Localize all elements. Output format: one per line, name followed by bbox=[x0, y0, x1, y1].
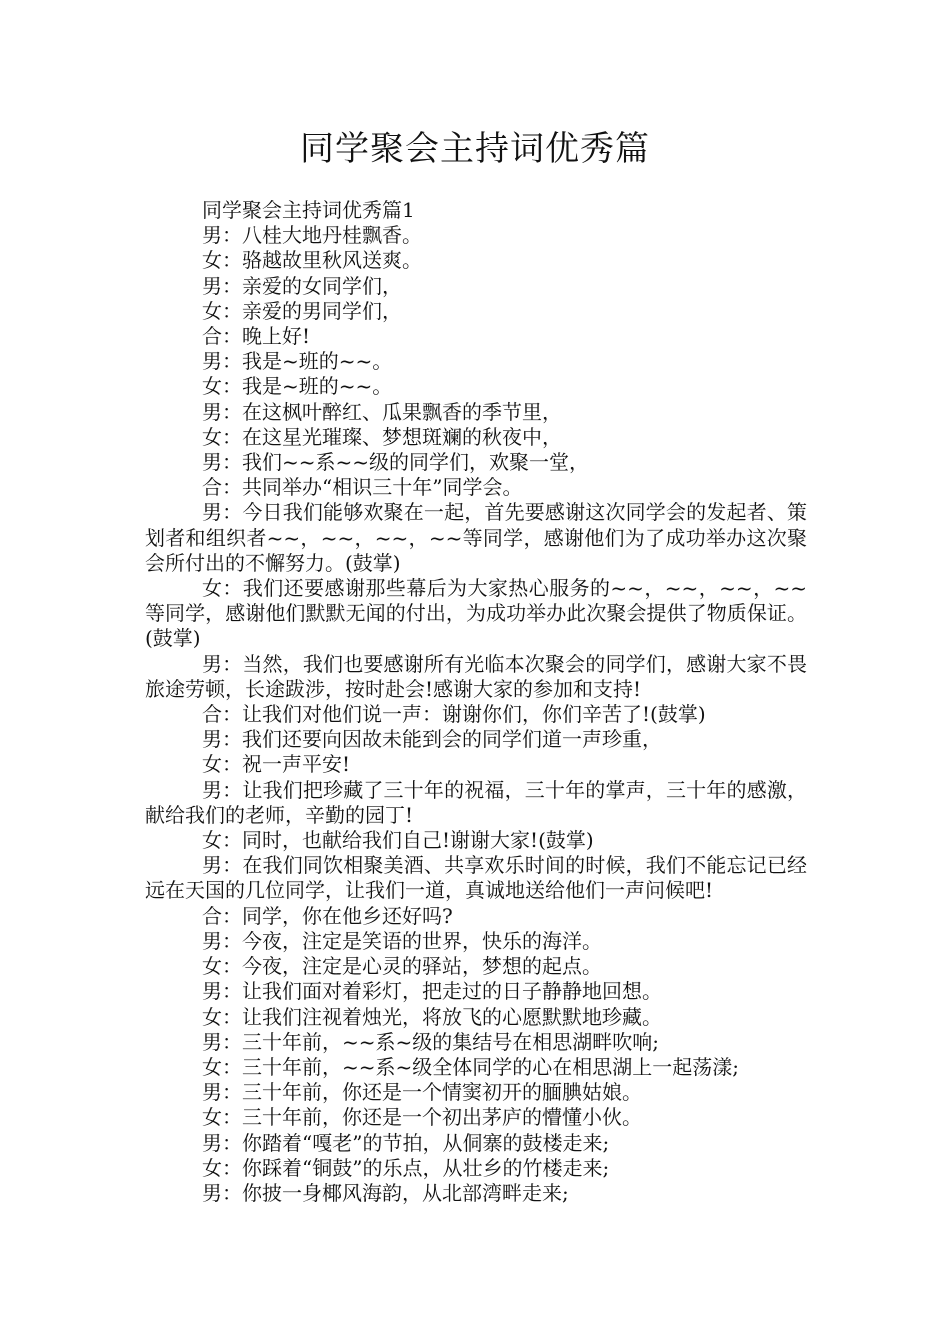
paragraph: 同学聚会主持词优秀篇1 bbox=[202, 198, 415, 222]
paragraph: 女：我是~班的~~。 bbox=[202, 374, 393, 399]
paragraph: 女：你踩着“铜鼓”的乐点，从壮乡的竹楼走来; bbox=[202, 1155, 610, 1180]
paragraph: 女：我们还要感谢那些幕后为大家热心服务的~~，~~，~~，~~等同学，感谢他们默默无闻的付出，为成功举办此次聚会提供了物质保证。(鼓掌) bbox=[145, 576, 807, 651]
paragraph: 合：晚上好! bbox=[202, 324, 311, 349]
paragraph: 男：我们~~系~~级的同学们，欢聚一堂， bbox=[202, 450, 590, 475]
document-title: 同学聚会主持词优秀篇 bbox=[300, 129, 650, 169]
paragraph: 男：今日我们能够欢聚在一起，首先要感谢这次同学会的发起者、策划者和组织者~~，~~，~~，~~等同学，感谢他们为了成功举办这次聚会所付出的不懈努力。(鼓掌) bbox=[145, 500, 807, 575]
paragraph: 男：三十年前，你还是一个情窦初开的腼腆姑娘。 bbox=[202, 1080, 642, 1105]
paragraph: 男：三十年前，~~系~级的集结号在相思湖畔吹响; bbox=[202, 1029, 660, 1054]
paragraph: 合：同学，你在他乡还好吗? bbox=[202, 903, 453, 928]
paragraph: 女：三十年前，~~系~级全体同学的心在相思湖上一起荡漾; bbox=[202, 1054, 740, 1079]
paragraph: 男：你披一身椰风海韵，从北部湾畔走来; bbox=[202, 1180, 569, 1205]
paragraph: 男：当然，我们也要感谢所有光临本次聚会的同学们，感谢大家不畏旅途劳顿，长途跋涉，按时赴会!感谢大家的参加和支持! bbox=[145, 651, 807, 701]
paragraph: 男：你踏着“嘎老”的节拍，从侗寨的鼓楼走来; bbox=[202, 1130, 610, 1155]
document-body bbox=[145, 198, 807, 1206]
paragraph: 男：八桂大地丹桂飘香。 bbox=[202, 223, 422, 248]
paragraph: 男：让我们把珍藏了三十年的祝福，三十年的掌声，三十年的感激，献给我们的老师，辛勤的园丁! bbox=[145, 777, 807, 827]
paragraph: 女：骆越故里秋风送爽。 bbox=[202, 248, 422, 273]
paragraph: 女：在这星光璀璨、梦想斑斓的秋夜中， bbox=[202, 424, 562, 449]
paragraph: 女：祝一声平安! bbox=[202, 752, 351, 777]
paragraph: 男：我是~班的~~。 bbox=[202, 349, 393, 374]
paragraph: 男：让我们面对着彩灯，把走过的日子静静地回想。 bbox=[202, 979, 662, 1004]
paragraph: 男：我们还要向因故未能到会的同学们道一声珍重， bbox=[202, 727, 662, 752]
paragraph: 女：亲爱的男同学们， bbox=[202, 298, 402, 323]
paragraph: 女：三十年前，你还是一个初出茅庐的懵懂小伙。 bbox=[202, 1105, 642, 1130]
paragraph: 男：亲爱的女同学们， bbox=[202, 273, 402, 298]
paragraph: 女：今夜，注定是心灵的驿站，梦想的起点。 bbox=[202, 954, 602, 979]
paragraph: 合：让我们对他们说一声：谢谢你们，你们辛苦了!(鼓掌) bbox=[202, 702, 706, 727]
paragraph: 男：今夜，注定是笑语的世界，快乐的海洋。 bbox=[202, 928, 602, 953]
paragraph: 男：在我们同饮相聚美酒、共享欢乐时间的时候，我们不能忘记已经远在天国的几位同学，让我们一道，真诚地送给他们一声问候吧! bbox=[145, 853, 807, 903]
paragraph: 女：让我们注视着烛光，将放飞的心愿默默地珍藏。 bbox=[202, 1004, 662, 1029]
paragraph: 男：在这枫叶醉红、瓜果飘香的季节里， bbox=[202, 399, 562, 424]
paragraph: 合：共同举办“相识三十年”同学会。 bbox=[202, 475, 523, 500]
paragraph: 女：同时，也献给我们自己!谢谢大家!(鼓掌) bbox=[202, 828, 594, 853]
